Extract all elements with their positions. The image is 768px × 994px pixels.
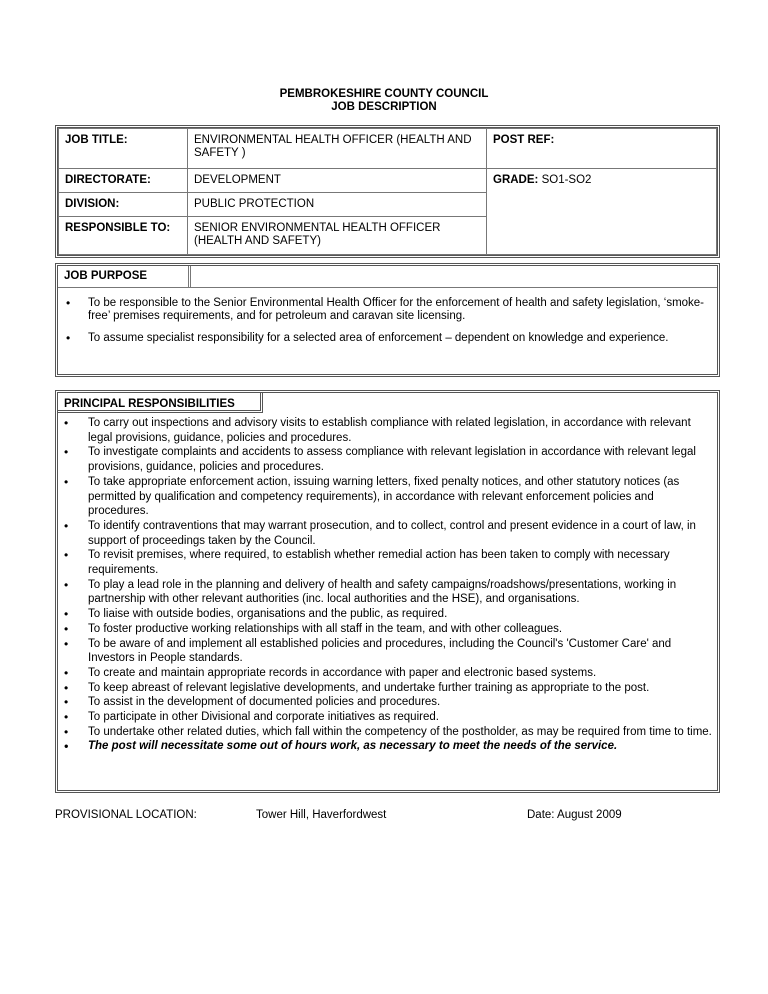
principal-responsibilities-heading: PRINCIPAL RESPONSIBILITIES <box>58 393 263 413</box>
job-purpose-section <box>55 263 720 377</box>
division-value: PUBLIC PROTECTION <box>188 193 487 217</box>
list-item: • To revisit premises, where required, to establish whether remedial action has been taken to comply with necessary requirements. <box>58 548 713 577</box>
list-item: • To keep abreast of relevant legislative developments, and undertake further training as appropriate to the post. <box>58 681 713 696</box>
list-item: • To participate in other Divisional and corporate initiatives as required. <box>58 710 713 725</box>
directorate-label: DIRECTORATE: <box>59 169 188 193</box>
list-item: • To identify contraventions that may warrant prosecution, and to collect, control and present evidence in a court of law, in support of proceedings taken by the Council. <box>58 519 713 548</box>
list-item: • To be aware of and implement all established policies and procedures, including the Council's 'Customer Care' and Investors in People standards. <box>58 637 713 666</box>
location-label: PROVISIONAL LOCATION: <box>55 809 197 821</box>
list-item: • To investigate complaints and accidents to assess compliance with relevant legislation in accordance with relevant legal provisions, guidance, policies and procedures. <box>58 445 713 474</box>
list-item: • To foster productive working relationships with all staff in the team, and with other colleagues. <box>58 622 713 637</box>
out-of-hours-note: • The post will necessitate some out of hours work, as necessary to meet the needs of the service. <box>58 739 713 754</box>
document-date: Date: August 2009 <box>527 809 622 821</box>
grade-value: SO1-SO2 <box>541 174 592 186</box>
list-item: • To undertake other related duties, which fall within the competency of the postholder, as may be required from time to time. <box>58 725 713 740</box>
list-item: • To liaise with outside bodies, organisations and the public, as required. <box>58 607 713 622</box>
grade-label: GRADE: <box>493 174 539 186</box>
principal-responsibilities-section <box>55 390 720 793</box>
list-item: • To assume specialist responsibility for a selected area of enforcement – dependent on knowledge and experience. <box>58 332 708 345</box>
list-item: • To be responsible to the Senior Environmental Health Officer for the enforcement of health and safety legislation, ‘smoke-free’ premises requirements, and for petroleum and caravan site licensing. <box>58 297 708 323</box>
doc-type: JOB DESCRIPTION <box>331 101 437 113</box>
org-name: PEMBROKESHIRE COUNTY COUNCIL <box>279 88 489 100</box>
list-item: • To take appropriate enforcement action, issuing warning letters, fixed penalty notices, and other statutory notices (as permitted by qualification and competency requirements), in accordance with relevant enforcement policies and procedures. <box>58 475 713 519</box>
list-item: • To carry out inspections and advisory visits to establish compliance with related legislation, in accordance with relevant legal provisions, guidance, policies and procedures. <box>58 416 713 445</box>
list-item: • To assist in the development of documented policies and procedures. <box>58 695 713 710</box>
list-item: • To play a lead role in the planning and delivery of health and safety campaigns/roadshows/presentations, working in partnership with other relevant authorities (inc. local authorities and the HSE), and organisations. <box>58 578 713 607</box>
job-details-table <box>55 125 720 258</box>
responsible-to-value: SENIOR ENVIRONMENTAL HEALTH OFFICER (HEALTH AND SAFETY) <box>188 217 487 255</box>
list-item: • To create and maintain appropriate records in accordance with paper and electronic based systems. <box>58 666 713 681</box>
post-ref-label: POST REF: <box>487 129 717 169</box>
responsible-to-label: RESPONSIBLE TO: <box>59 217 188 255</box>
job-title-value: ENVIRONMENTAL HEALTH OFFICER (HEALTH AND SAFETY ) <box>188 129 487 169</box>
job-title-label: JOB TITLE: <box>59 129 188 169</box>
location-value: Tower Hill, Haverfordwest <box>256 809 387 821</box>
division-label: DIVISION: <box>59 193 188 217</box>
job-purpose-heading: JOB PURPOSE <box>58 266 191 287</box>
directorate-value: DEVELOPMENT <box>188 169 487 193</box>
grade-cell <box>487 169 717 255</box>
document-title <box>0 88 768 114</box>
